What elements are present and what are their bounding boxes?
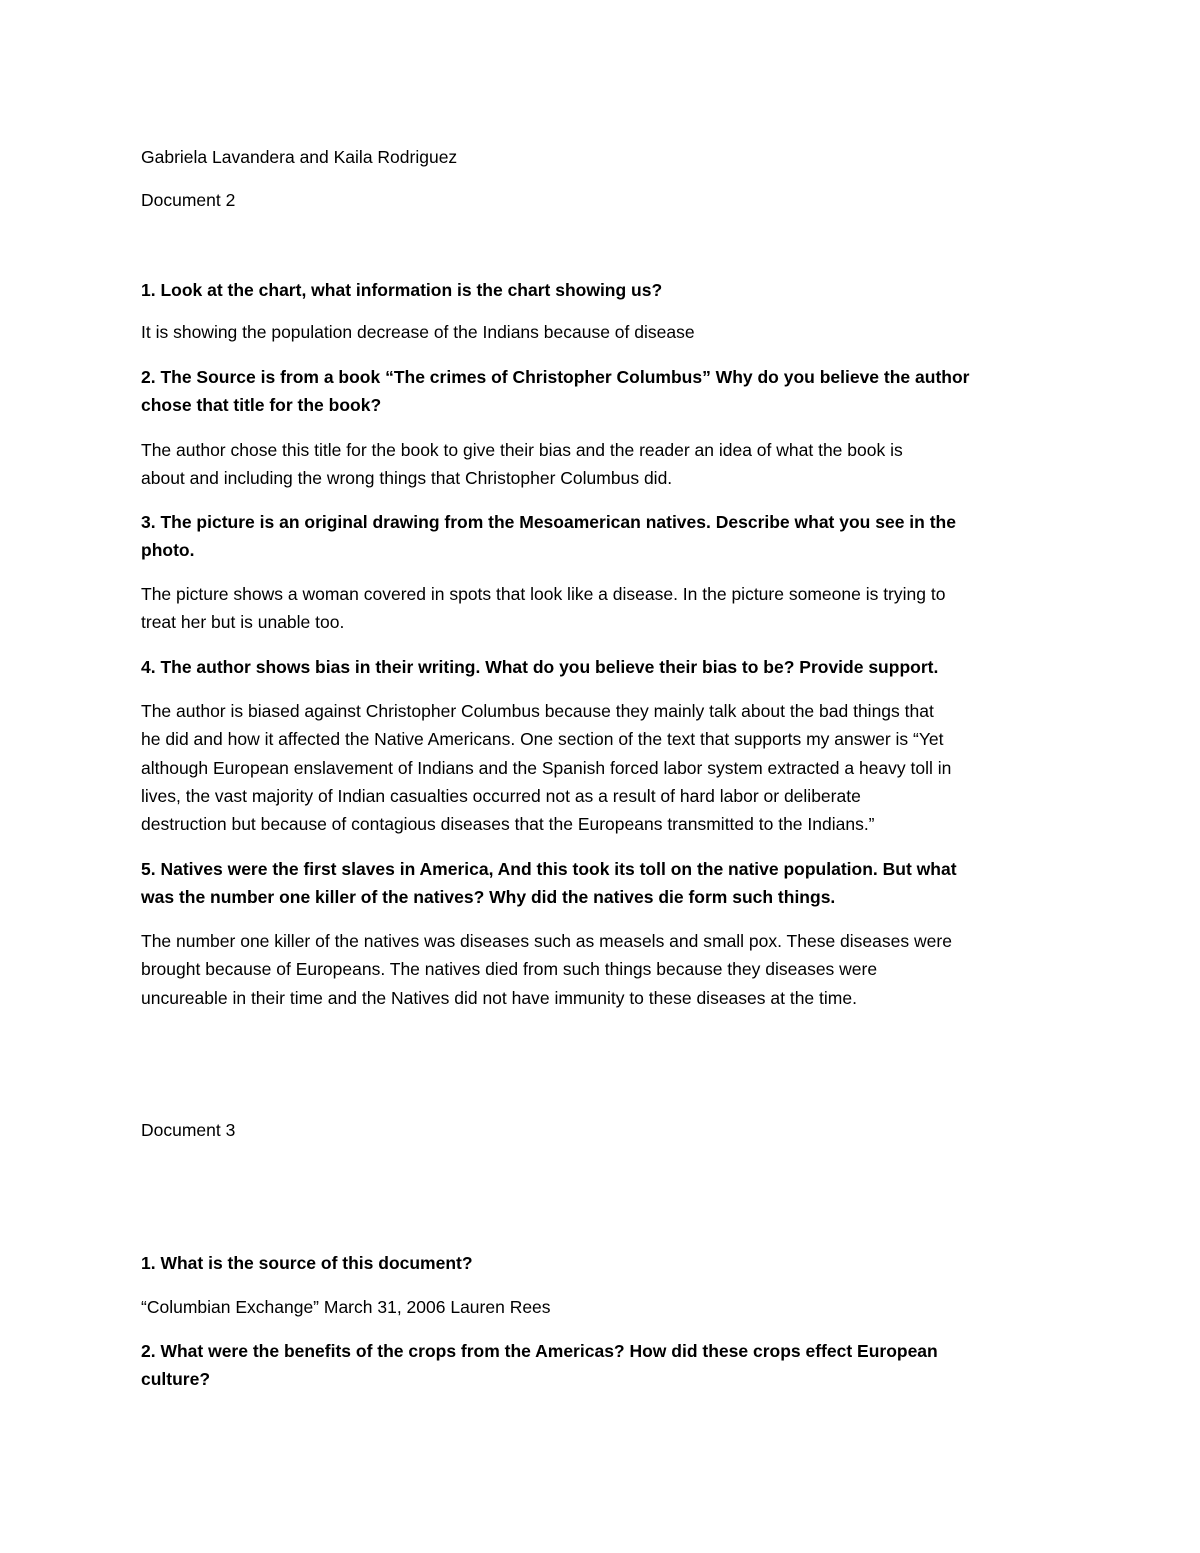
doc2-question-5-line-2: was the number one killer of the natives? Why did the natives die form such things.	[141, 887, 836, 907]
doc2-answer-4-line-1: The author is biased against Christopher Columbus because they mainly talk about the bad things that	[141, 701, 934, 721]
doc3-question-1: 1. What is the source of this document?	[141, 1253, 473, 1273]
doc2-question-3-line-1: 3. The picture is an original drawing from the Mesoamerican natives. Describe what you see in the	[141, 512, 956, 532]
doc2-answer-4-line-4: lives, the vast majority of Indian casualties occurred not as a result of hard labor or deliberate	[141, 786, 861, 806]
doc2-answer-5-line-3: uncureable in their time and the Natives did not have immunity to these diseases at the time.	[141, 988, 857, 1008]
doc2-question-3-line-2: photo.	[141, 540, 195, 560]
doc3-question-2-line-2: culture?	[141, 1369, 211, 1389]
doc2-question-5-line-1: 5. Natives were the first slaves in America, And this took its toll on the native population. But what	[141, 859, 957, 879]
authors-line: Gabriela Lavandera and Kaila Rodriguez	[141, 147, 458, 167]
doc3-answer-1: “Columbian Exchange” March 31, 2006 Lauren Rees	[141, 1297, 551, 1317]
document-2-title: Document 2	[141, 190, 236, 210]
doc2-question-1: 1. Look at the chart, what information is the chart showing us?	[141, 280, 663, 300]
doc2-answer-2-line-2: about and including the wrong things that Christopher Columbus did.	[141, 468, 673, 488]
doc2-answer-3-line-2: treat her but is unable too.	[141, 612, 345, 632]
doc2-question-2-line-1: 2. The Source is from a book “The crimes of Christopher Columbus” Why do you believe the author	[141, 367, 970, 387]
doc2-answer-5-line-1: The number one killer of the natives was diseases such as measels and small pox. These diseases were	[141, 931, 952, 951]
doc2-answer-4-line-5: destruction but because of contagious diseases that the Europeans transmitted to the Indians.”	[141, 814, 875, 834]
doc2-question-4: 4. The author shows bias in their writing. What do you believe their bias to be? Provide support.	[141, 657, 939, 677]
doc2-answer-5-line-2: brought because of Europeans. The natives died from such things because they diseases were	[141, 959, 878, 979]
doc2-question-2-line-2: chose that title for the book?	[141, 395, 382, 415]
doc3-question-2-line-1: 2. What were the benefits of the crops from the Americas? How did these crops effect European	[141, 1341, 938, 1361]
doc2-answer-1: It is showing the population decrease of the Indians because of disease	[141, 322, 695, 342]
doc2-answer-2-line-1: The author chose this title for the book to give their bias and the reader an idea of what the book is	[141, 440, 903, 460]
document-3-title: Document 3	[141, 1120, 236, 1140]
doc2-answer-4-line-3: although European enslavement of Indians and the Spanish forced labor system extracted a heavy toll in	[141, 758, 952, 778]
doc2-answer-4-line-2: he did and how it affected the Native Americans. One section of the text that supports my answer is “Yet	[141, 729, 944, 749]
doc2-answer-3-line-1: The picture shows a woman covered in spots that look like a disease. In the picture someone is trying to	[141, 584, 946, 604]
